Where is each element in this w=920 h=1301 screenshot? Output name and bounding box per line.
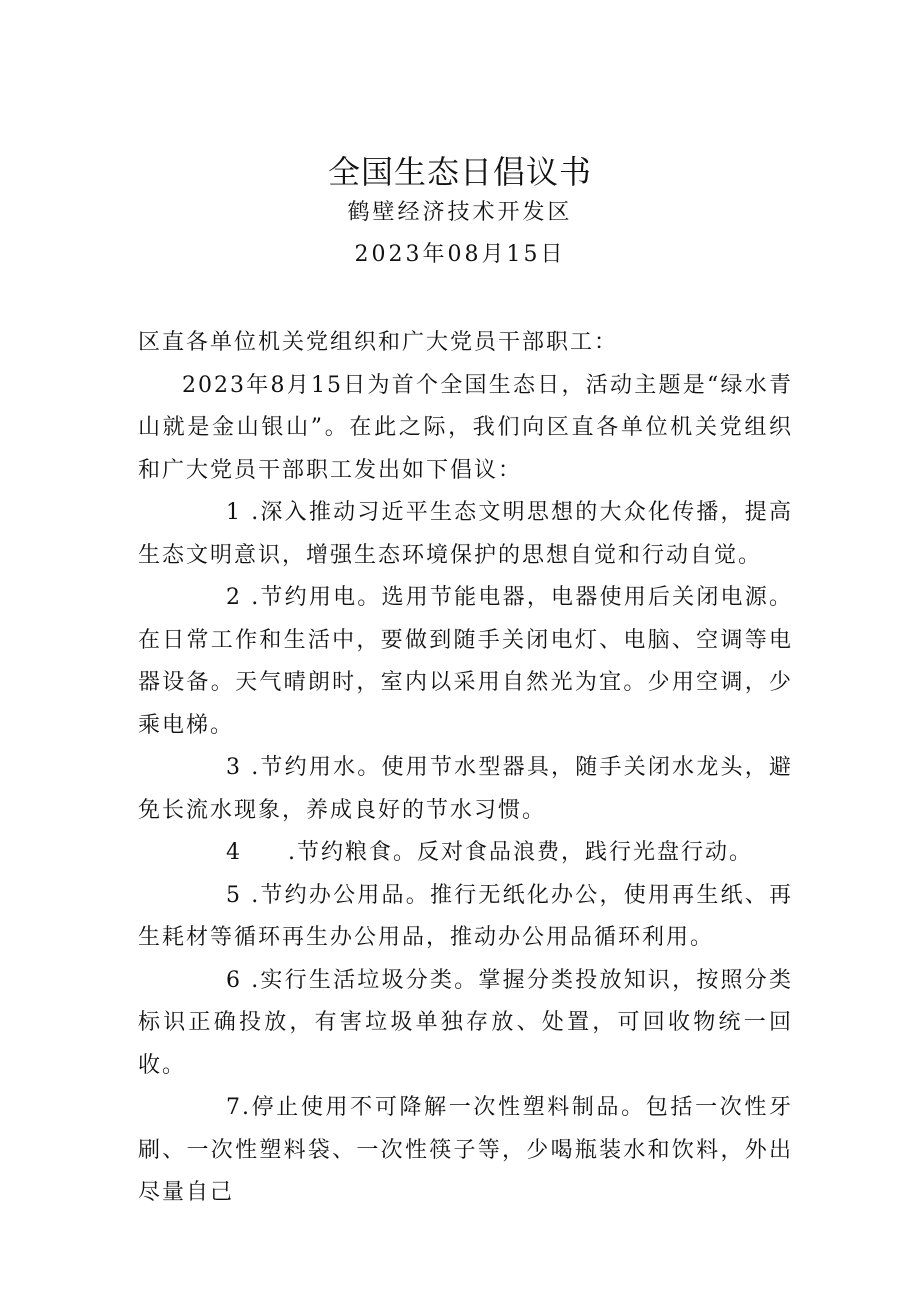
initiative-item-6 xyxy=(138,960,793,1088)
item-text: 停止使用不可降解一次性塑料制品。包括一次性牙刷、一次性塑料袋、一次性筷子等，少喝瓶装水和饮料，外出尽量自己 xyxy=(138,1095,793,1205)
item-text: .节约办公用品。推行无纸化办公，使用再生纸、再生耗材等循环再生办公用品，推动办公用品循环利用。 xyxy=(138,882,793,950)
issuer-name: 鹤壁经济技术开发区 xyxy=(347,200,573,225)
intro-paragraph: 2023年8月15日为首个全国生态日，活动主题是“绿水青山就是金山银山”。在此之际，我们向区直各单位机关党组织和广大党员干部职工发出如下倡议： xyxy=(138,372,793,483)
item-text: .节约粮食。反对食品浪费，践行光盘行动。 xyxy=(288,840,753,865)
item-number: 6 xyxy=(226,967,242,993)
item-number: 2 xyxy=(226,585,242,610)
item-text: .实行生活垃圾分类。掌握分类投放知识，按照分类标识正确投放，有害垃圾单独存放、处置，可回收物统一回收。 xyxy=(138,967,793,1078)
item-number: 3 xyxy=(226,755,242,780)
document-title: 全国生态日倡议书 xyxy=(327,153,592,191)
initiative-item-3 xyxy=(138,747,793,832)
item-number: 7. xyxy=(226,1095,251,1120)
initiative-item-5 xyxy=(138,875,793,960)
salutation: 区直各单位机关党组织和广大党员干部职工： xyxy=(138,330,619,355)
item-number: 1 xyxy=(226,500,242,525)
document-body xyxy=(138,322,793,1215)
initiative-item-4 xyxy=(138,832,793,875)
initiative-item-7 xyxy=(138,1087,793,1215)
item-text: .节约用电。选用节能电器，电器使用后关闭电源。在日常工作和生活中，要做到随手关闭电灯、电脑、空调等电器设备。天气晴朗时，室内以采用自然光为宜。少用空调，少乘电梯。 xyxy=(138,585,793,738)
item-text: .节约用水。使用节水型器具，随手关闭水龙头，避免长流水现象，养成良好的节水习惯。 xyxy=(138,755,793,823)
initiative-item-2 xyxy=(138,577,793,747)
item-number: 5 xyxy=(226,882,242,908)
item-text: .深入推动习近平生态文明思想的大众化传播，提高生态文明意识，增强生态环境保护的思想自觉和行动自觉。 xyxy=(138,500,793,568)
initiative-item-1 xyxy=(138,492,793,577)
item-number: 4 xyxy=(226,840,242,865)
issue-date: 2023年08月15日 xyxy=(354,242,566,267)
